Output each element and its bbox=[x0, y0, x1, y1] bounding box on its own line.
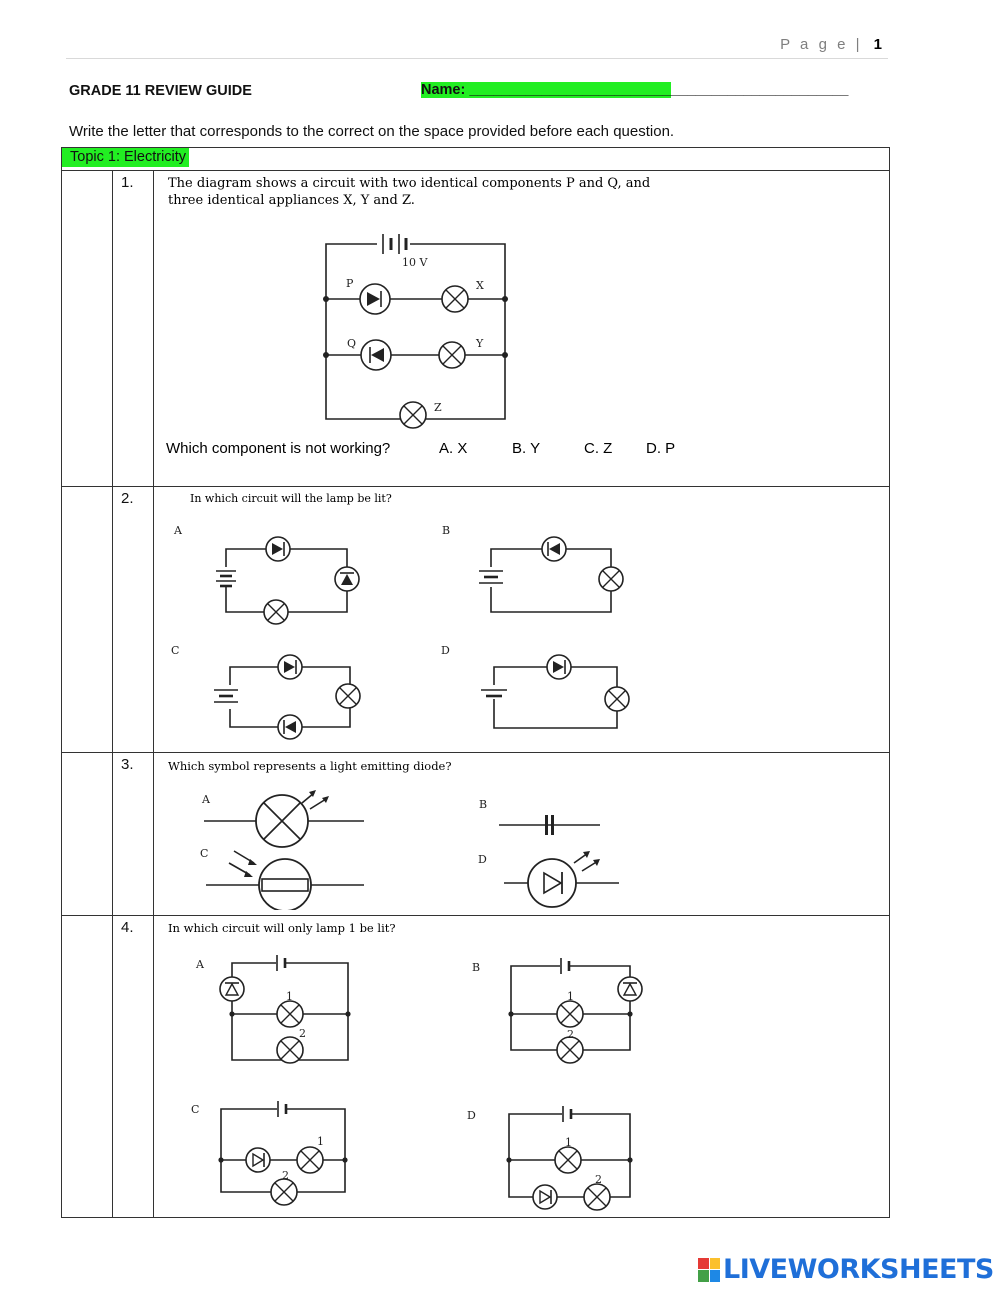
lamp-label: 1 bbox=[286, 990, 293, 1003]
q3-symbols bbox=[154, 753, 890, 910]
option-d-label[interactable]: D bbox=[441, 644, 450, 657]
junction bbox=[323, 352, 329, 358]
question-number: 3. bbox=[113, 753, 154, 916]
question-table bbox=[61, 147, 890, 1218]
question-content bbox=[154, 916, 890, 1218]
logo-text: LIVEWORKSHEETS bbox=[723, 1254, 994, 1285]
junction bbox=[502, 352, 508, 358]
q4-circuit-diagrams bbox=[154, 916, 890, 1212]
q1-circuit-diagram bbox=[154, 171, 890, 481]
logo-mark-icon bbox=[698, 1258, 720, 1282]
option-a[interactable]: A. X bbox=[439, 440, 468, 457]
answer-cell[interactable] bbox=[62, 753, 113, 916]
component-label: Y bbox=[476, 337, 484, 350]
question-number: 2. bbox=[113, 487, 154, 753]
q2-circuit-diagrams bbox=[154, 487, 890, 747]
question-text: In which circuit will only lamp 1 be lit? bbox=[168, 921, 396, 935]
junction bbox=[502, 296, 508, 302]
option-b-label[interactable]: B bbox=[472, 961, 481, 974]
instructions: Write the letter that corresponds to the correct on the space provided before each question. bbox=[69, 123, 675, 140]
component-label: P bbox=[346, 277, 354, 290]
junction bbox=[323, 296, 329, 302]
option-c-label[interactable]: C bbox=[171, 644, 180, 657]
question-row bbox=[62, 916, 890, 1218]
question-row bbox=[62, 487, 890, 753]
option-b-label[interactable]: B bbox=[442, 524, 451, 537]
question-content bbox=[154, 171, 890, 487]
topic-heading: Topic 1: Electricity bbox=[62, 148, 189, 167]
question-text: The diagram shows a circuit with two identical components P and Q, and bbox=[168, 176, 651, 191]
option-c-label[interactable]: C bbox=[191, 1103, 200, 1116]
question-row bbox=[62, 753, 890, 916]
answer-cell[interactable] bbox=[62, 171, 113, 487]
answer-cell[interactable] bbox=[62, 487, 113, 753]
option-c[interactable]: C. Z bbox=[584, 440, 613, 457]
option-a-label[interactable]: A bbox=[174, 524, 182, 537]
lamp-label: 1 bbox=[565, 1136, 572, 1149]
question-number: 4. bbox=[113, 916, 154, 1218]
option-a-label[interactable]: A bbox=[202, 793, 210, 806]
question-content bbox=[154, 753, 890, 916]
lamp-label: 2 bbox=[282, 1169, 289, 1182]
lamp-label: 2 bbox=[299, 1027, 306, 1040]
component-label: Z bbox=[434, 401, 442, 414]
circuit-wire bbox=[326, 244, 505, 419]
liveworksheets-logo[interactable] bbox=[698, 1254, 994, 1285]
option-d-label[interactable]: D bbox=[478, 853, 487, 866]
question-text: three identical appliances X, Y and Z. bbox=[168, 193, 415, 208]
name-field[interactable]: Name: _______________________________________________ bbox=[421, 82, 849, 98]
component-label: Q bbox=[347, 337, 357, 350]
question-content bbox=[154, 487, 890, 753]
page-title: GRADE 11 REVIEW GUIDE bbox=[69, 83, 252, 99]
header-divider bbox=[66, 58, 888, 59]
answer-cell[interactable] bbox=[62, 916, 113, 1218]
option-d[interactable]: D. P bbox=[646, 440, 676, 457]
question-text: Which symbol represents a light emitting diode? bbox=[168, 759, 452, 773]
question-number: 1. bbox=[113, 171, 154, 487]
option-c-label[interactable]: C bbox=[200, 847, 209, 860]
option-a-label[interactable]: A bbox=[196, 958, 204, 971]
page-number: P a g e | 1 bbox=[780, 36, 882, 53]
lamp-label: 2 bbox=[567, 1028, 574, 1041]
lamp-label: 2 bbox=[595, 1173, 602, 1186]
topic-row bbox=[62, 148, 890, 171]
voltage-label: 10 V bbox=[402, 256, 428, 269]
option-b[interactable]: B. Y bbox=[512, 440, 541, 457]
option-d-label[interactable]: D bbox=[467, 1109, 476, 1122]
lamp-label: 1 bbox=[317, 1135, 324, 1148]
question-prompt: Which component is not working? bbox=[166, 440, 391, 457]
question-text: In which circuit will the lamp be lit? bbox=[190, 492, 392, 505]
component-label: X bbox=[476, 279, 484, 292]
question-row bbox=[62, 171, 890, 487]
lamp-label: 1 bbox=[567, 990, 574, 1003]
option-b-label[interactable]: B bbox=[479, 798, 488, 811]
